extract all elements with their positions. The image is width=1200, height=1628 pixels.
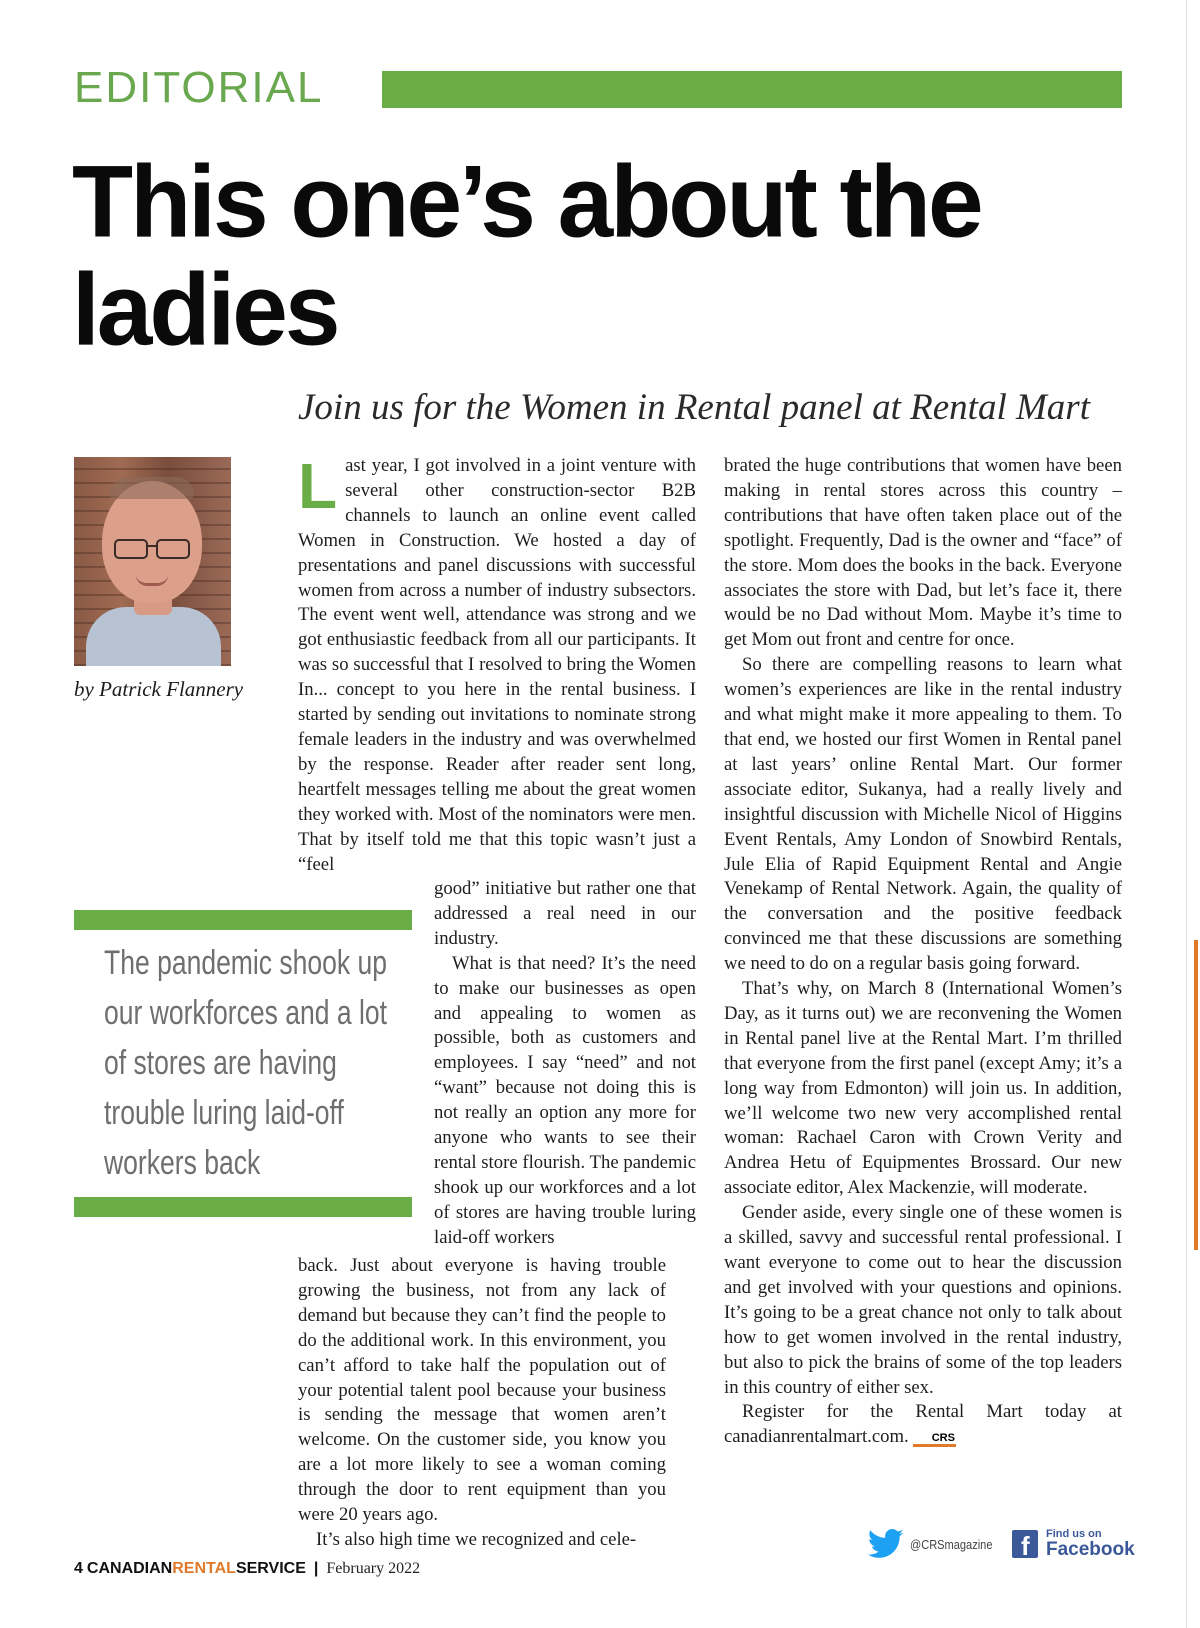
twitter-handle: @CRSmagazine [910,1536,993,1552]
issue-date: February 2022 [326,1560,421,1577]
paragraph-workers: back. Just about everyone is having trouble growing the business, not from any lack of demand but because they can’t find the people to do the additional work. In this environment, you can’t afford to take half the population out of your potential talent pool because your business is sending the message that women aren’t welcome. On the customer side, you know you are a lot more likely to see a woman coming through the door to rent equipment than you were 20 years ago. [298,1255,666,1526]
facebook-f-icon: f [1012,1530,1038,1558]
page-edge-line [1186,0,1187,1628]
pullquote-rule-bottom [74,1197,412,1217]
column-1-bottom [298,1254,666,1553]
paragraph-register: Register for the Rental Mart today at canadianrentalmart.com. [724,1401,1122,1448]
drop-cap: L [298,450,338,522]
magazine-name-rental: RENTAL [172,1560,236,1577]
pullquote-rule-top [74,910,412,930]
paragraph-march-8: That’s why, on March 8 (International Women’s Day, as it turns out) we are reconvening the Women in Rental panel live at the Rental Mart. I’m thrilled that everyone from the first panel (except Amy; it’s a long way from Edmonton) will join us. In addition, we’ll welcome two new very accomplished rental woman: Rachael Caron with Crown Verity and Andrea Hetu of Equipmentes Brossard. Our new associate editor, Alex Mackenzie, will moderate. [724,978,1122,1199]
facebook-find-us: Find us on [1046,1528,1102,1540]
twitter-bird-icon [868,1529,904,1559]
twitter-link[interactable] [868,1524,1007,1564]
paragraph-gender-aside: Gender aside, every single one of these women is a skilled, savvy and successful rental professional. I want everyone to come out to hear the discussion and get involved with your questions and opinions. It’s going to be a great chance not only to talk about how to get women involved in the rental industry, but also to pick the brains of some of the top leaders in this country of either sex. [724,1202,1122,1398]
paragraph-intro: ast year, I got involved in a joint venture with several other construction-sector B2B channels to launch an online event called Women in Construction. We hosted a day of presentations and panel discussions with successful women from across a number of industry subsectors. The event went well, attendance was strong and we got enthusiastic feedback from all our participants. It was so successful that I resolved to bring the Women In... concept to you here in the rental business. I started by sending out invitations to nominate strong female leaders in the industry and was overwhelmed by the response. Reader after reader sent long, heartfelt messages telling me about the great women they worked with. Most of the nominators were men. That by itself told me that this topic wasn’t just a “feel [298,455,696,875]
paragraph-continued: good” initiative but rather one that addressed a real need in our industry. [434,878,696,949]
end-mark: CRS [913,1432,956,1447]
magazine-name-canadian: CANADIAN [86,1560,173,1577]
byline: by Patrick Flannery [74,677,244,701]
column-1-middle [434,877,696,1251]
paragraph-first-panel: So there are compelling reasons to learn what women’s experiences are like in the rental industry and what might make it more appealing to them. To that end, we hosted our first Women in Rental panel at last years’ online Rental Mart. Our former associate editor, Sukanya, had a really lively and insightful discussion with Michelle Nicol of Higgins Event Rentals, Amy London of Snowbird Rentals, Jule Elia of Rapid Equipment Rental and Angie Venekamp of Rental Network. Again, the quality of the conversation and the positive feedback convinced me that these discussions are something we need to do on a regular basis going forward. [724,654,1122,975]
page-number: 4 [74,1560,83,1577]
page-edge-accent [1194,940,1198,1250]
deck: Join us for the Women in Rental panel at Rental Mart [298,387,1090,428]
author-photo [74,457,231,666]
column-2 [724,454,1122,1450]
paragraph-contributions: brated the huge contributions that women have been making in rental stores across this country – contributions that have often taken place out of the spotlight. Frequently, Dad is the owner and “face” of the store. Mom does the books in the back. Everyone associates the store with Dad, but let’s face it, there would be no Dad without Mom. Maybe it’s time to get Mom out front and centre for once. [724,455,1122,651]
column-1-top [298,450,696,877]
pullquote: The pandemic shook up our workforces and a lot of stores are having trouble luring laid-off workers back [104,944,388,1182]
paragraph-recognize: It’s also high time we recognized and cele- [316,1528,637,1550]
paragraph-need: What is that need? It’s the need to make our businesses as open and appealing to women as possible, both as customers and employees. I say “need” and not “want” because not doing this is not really an option any more for anyone who wants to see their rental store flourish. The pandemic shook up our workforces and a lot of stores are having trouble luring laid-off workers [434,952,696,1248]
footer-separator: | [313,1560,319,1577]
section-label: EDITORIAL [74,63,324,112]
magazine-name-service: SERVICE [235,1560,306,1577]
headline: This one’s about the ladies [72,144,981,368]
facebook-link[interactable] [1012,1524,1135,1564]
section-rule [382,71,1122,108]
page-footer [74,1560,420,1578]
facebook-label: Facebook [1046,1539,1135,1560]
